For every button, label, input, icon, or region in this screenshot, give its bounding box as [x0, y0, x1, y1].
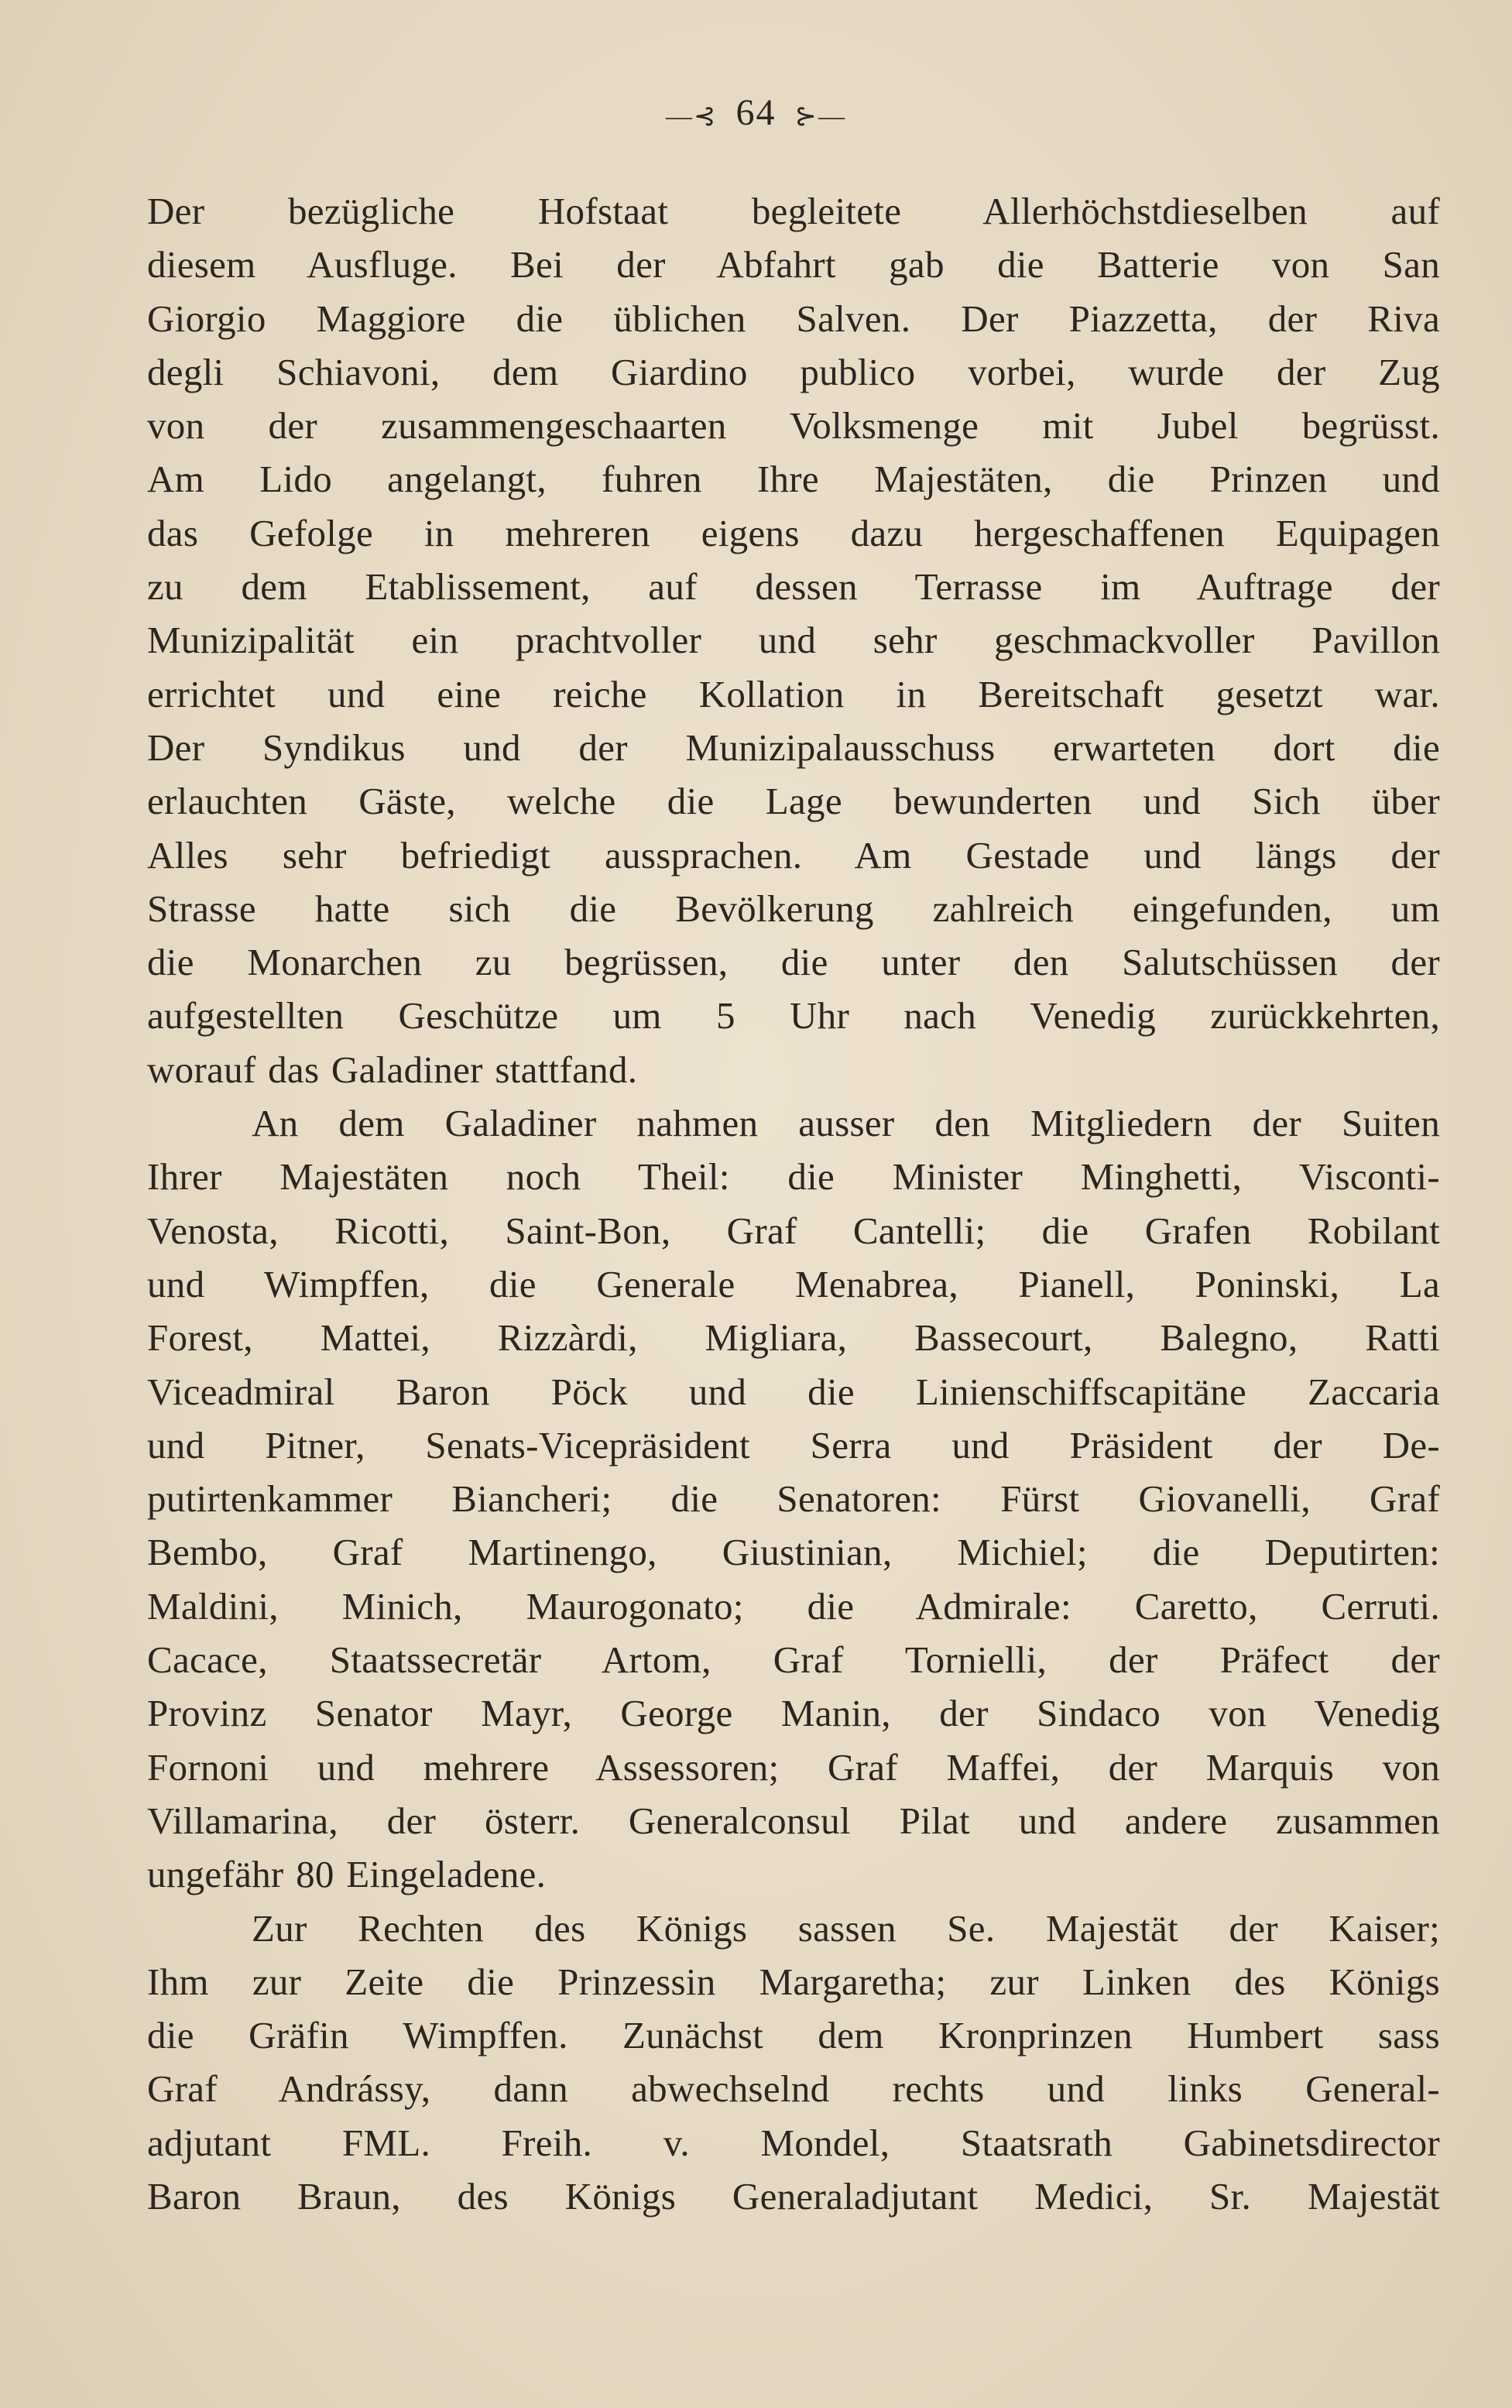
text-line: die Gräfin Wimpffen. Zunächst dem Kronprinzen Humbert sass — [147, 2014, 1440, 2057]
text-line: adjutant FML. Freih. v. Mondel, Staatsrath Gabinetsdirector — [147, 2121, 1440, 2164]
text-line: Maldini, Minich, Maurogonato; die Admirale: Caretto, Cerruti. — [147, 1584, 1440, 1628]
text-line: Venosta, Ricotti, Saint-Bon, Graf Cantelli; die Grafen Robilant — [147, 1209, 1440, 1252]
page-number: 64 — [735, 92, 777, 133]
text-line: das Gefolge in mehreren eigens dazu hergeschaffenen Equipagen — [147, 511, 1440, 554]
paragraph — [147, 184, 1440, 1096]
text-line: Der Syndikus und der Munizipalausschuss erwarteten dort die — [147, 725, 1440, 769]
text-line: Ihrer Majestäten noch Theil: die Minister Minghetti, Visconti- — [147, 1155, 1440, 1199]
text-line: ungefähr 80 Eingeladene. — [147, 1853, 547, 1896]
text-line: Baron Braun, des Königs Generaladjutant Medici, Sr. Majestät — [147, 2174, 1440, 2218]
text-line: und Wimpffen, die Generale Menabrea, Pianell, Poninski, La — [147, 1262, 1440, 1305]
text-line: Zur Rechten des Königs sassen Se. Majestät der Kaiser; — [252, 1906, 1440, 1950]
text-line: Cacace, Staatssecretär Artom, Graf Tornielli, der Präfect der — [147, 1638, 1440, 1682]
text-line: zu dem Etablissement, auf dessen Terrasse im Auftrage der — [147, 565, 1440, 609]
text-line: die Monarchen zu begrüssen, die unter den Salutschüssen der — [147, 941, 1440, 984]
paragraph — [147, 1902, 1440, 2224]
text-line: putirtenkammer Biancheri; die Senatoren: Fürst Giovanelli, Graf — [147, 1477, 1440, 1521]
text-line: Bembo, Graf Martinengo, Giustinian, Michiel; die Deputirten: — [147, 1531, 1440, 1574]
text-line: Fornoni und mehrere Assessoren; Graf Maffei, der Marquis von — [147, 1745, 1440, 1789]
text-line: Der bezügliche Hofstaat begleitete Allerhöchstdieselben auf — [147, 190, 1440, 232]
text-line: degli Schiavoni, dem Giardino publico vorbei, wurde der Zug — [147, 350, 1440, 393]
text-line: Strasse hatte sich die Bevölkerung zahlreich eingefunden, um — [147, 887, 1440, 930]
text-line: Graf Andrássy, dann abwechselnd rechts und links General- — [147, 2067, 1440, 2111]
paragraph — [147, 1096, 1440, 1901]
header-ornament-right: ⊱— — [794, 101, 846, 131]
text-line: von der zusammengeschaarten Volksmenge mit Jubel begrüsst. — [147, 404, 1440, 448]
text-line: errichtet und eine reiche Kollation in Bereitschaft gesetzt war. — [147, 672, 1440, 715]
text-line: Provinz Senator Mayr, George Manin, der Sindaco von Venedig — [147, 1692, 1440, 1735]
text-line: und Pitner, Senats-Vicepräsident Serra und Präsident der De- — [147, 1423, 1440, 1466]
text-line: Ihm zur Zeite die Prinzessin Margaretha; zur Linken des Königs — [147, 1960, 1440, 2003]
text-line: erlauchten Gäste, welche die Lage bewunderten und Sich über — [147, 780, 1440, 823]
text-line: Giorgio Maggiore die üblichen Salven. Der Piazzetta, der Riva — [147, 297, 1440, 340]
header-ornament-left: —⊰ — [666, 101, 718, 131]
text-line: Munizipalität ein prachtvoller und sehr geschmackvoller Pavillon — [147, 619, 1440, 662]
text-line: Forest, Mattei, Rizzàrdi, Migliara, Bassecourt, Balegno, Ratti — [147, 1316, 1440, 1360]
text-line: diesem Ausfluge. Bei der Abfahrt gab die Batterie von San — [147, 243, 1440, 286]
page-header — [0, 91, 1512, 134]
text-line: Alles sehr befriedigt aussprachen. Am Gestade und längs der — [147, 833, 1440, 876]
text-line: aufgestellten Geschütze um 5 Uhr nach Venedig zurückkehrten, — [147, 994, 1440, 1038]
text-line: Viceadmiral Baron Pöck und die Linienschiffscapitäne Zaccaria — [147, 1370, 1440, 1413]
text-line: An dem Galadiner nahmen ausser den Mitgliedern der Suiten — [252, 1102, 1440, 1145]
text-line: worauf das Galadiner stattfand. — [147, 1048, 638, 1091]
text-line: Villamarina, der österr. Generalconsul Pilat und andere zusammen — [147, 1799, 1440, 1842]
text-line: Am Lido angelangt, fuhren Ihre Majestäten, die Prinzen und — [147, 458, 1440, 501]
body-text — [147, 184, 1440, 2223]
